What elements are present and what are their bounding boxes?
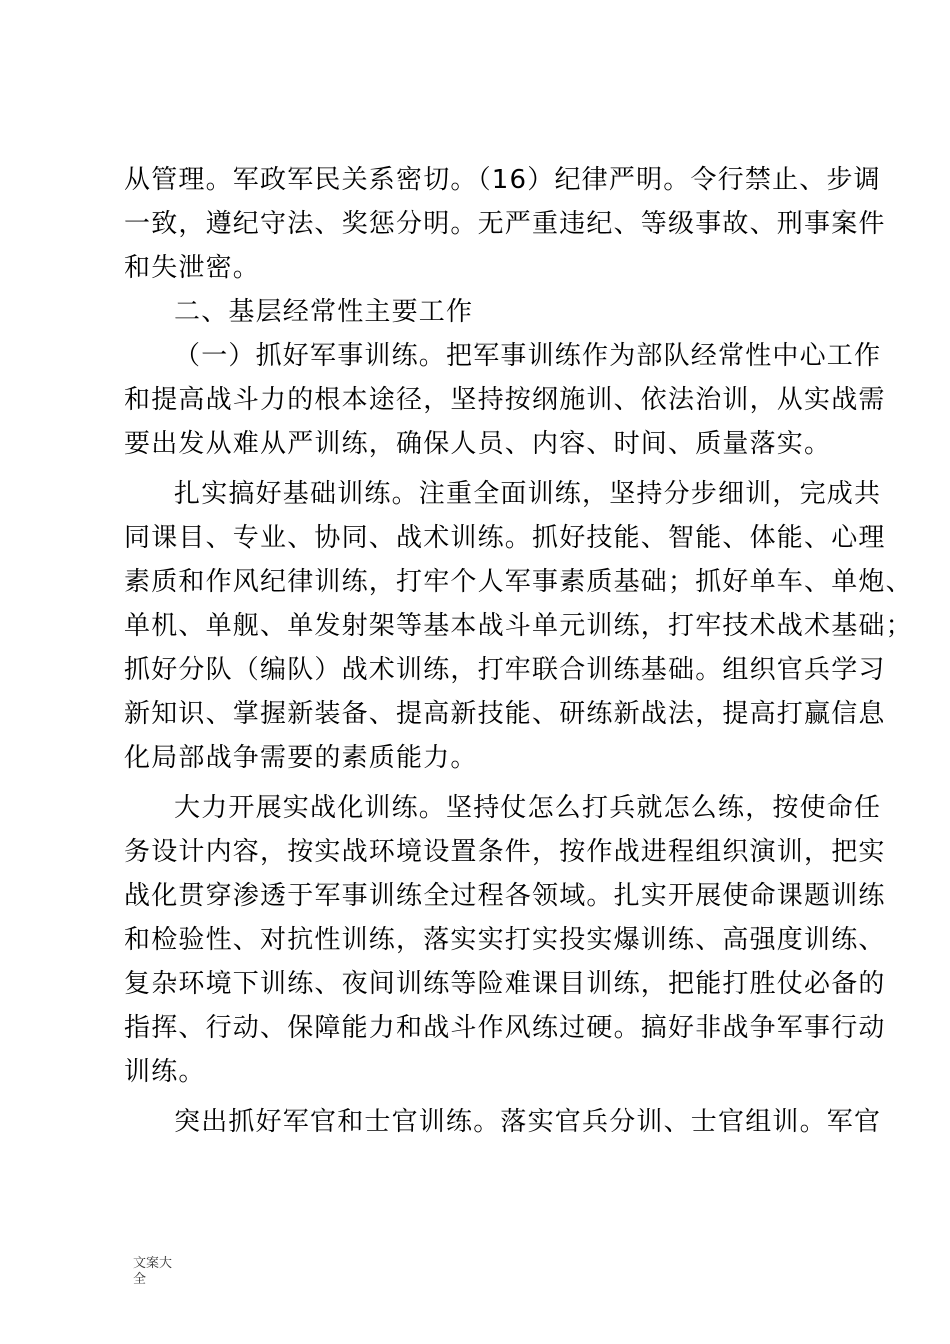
section-heading: 二、基层经常性主要工作: [174, 297, 474, 327]
text-line: 突出抓好军官和士官训练。落实官兵分训、士官组训。军官: [174, 1107, 882, 1137]
text-line: （一）抓好军事训练。把军事训练作为部队经常性中心工作: [174, 341, 882, 371]
text-line: 扎实搞好基础训练。注重全面训练，坚持分步细训，完成共: [174, 479, 882, 509]
text-line: 单机、单舰、单发射架等基本战斗单元训练，打牢技术战术基础；: [124, 611, 913, 641]
text-line: 大力开展实战化训练。坚持仗怎么打兵就怎么练，按使命任: [174, 793, 882, 823]
text-line: 和失泄密。: [124, 253, 261, 283]
text-line: 训练。: [124, 1057, 206, 1087]
text-line: 和提高战斗力的根本途径，坚持按纲施训、依法治训，从实战需: [124, 385, 886, 415]
text-line: 战化贯穿渗透于军事训练全过程各领域。扎实开展使命课题训练: [124, 881, 886, 911]
text-line: 指挥、行动、保障能力和战斗作风练过硬。搞好非战争军事行动: [124, 1013, 886, 1043]
page-footer: 文案大全: [133, 1256, 173, 1287]
text-line: 复杂环境下训练、夜间训练等险难课目训练，把能打胜仗必备的: [124, 969, 886, 999]
text-line: 同课目、专业、协同、战术训练。抓好技能、智能、体能、心理: [124, 523, 886, 553]
text-line: 从管理。军政军民关系密切。（16）纪律严明。令行禁止、步调: [124, 165, 881, 195]
text-line: 化局部战争需要的素质能力。: [124, 743, 478, 773]
text-line: 抓好分队（编队）战术训练，打牢联合训练基础。组织官兵学习: [124, 655, 886, 685]
text-line: 要出发从难从严训练，确保人员、内容、时间、质量落实。: [124, 429, 832, 459]
text-line: 和检验性、对抗性训练，落实实打实投实爆训练、高强度训练、: [124, 925, 886, 955]
text-line: 务设计内容，按实战环境设置条件，按作战进程组织演训，把实: [124, 837, 886, 867]
text-line: 新知识、掌握新装备、提高新技能、研练新战法，提高打赢信息: [124, 699, 886, 729]
text-line: 素质和作风纪律训练，打牢个人军事素质基础；抓好单车、单炮、: [124, 567, 913, 597]
text-line: 一致，遵纪守法、奖惩分明。无严重违纪、等级事故、刑事案件: [124, 209, 886, 239]
